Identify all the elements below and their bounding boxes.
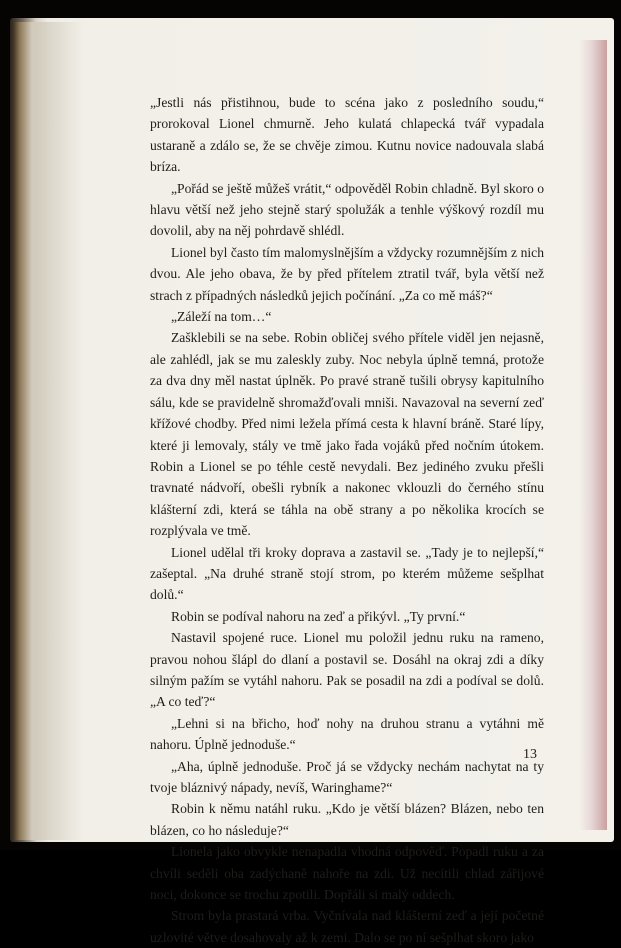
paragraph: Lionela jako obvykle nenapadla vhodná odpověď. Popadl ruku a za chvíli seděli oba zadýchaně nahoře na zdi. Už necítili chlad zářijové noci, dokonce se trochu zpotili. Dopřáli si malý oddech. [150,844,544,903]
body-text [150,92,544,948]
paragraph: Robin k němu natáhl ruku. „Kdo je větší blázen? Blázen, nebo ten blázen, co ho následuje?“ [150,801,544,838]
paragraph: Zašklebili se na sebe. Robin obličej svého přítele viděl jen nejasně, ale zahlédl, jak se mu zaleskly zuby. Noc nebyla úplně temná, protože za dva dny měl nastat úplněk. Po pravé straně tušili obrysy kapitulního sálu, kde se pravidelně shromažďovali mniši. Navazoval na severní zeď křížové chodby. Před nimi ležela přímá cesta k hlavní bráně. Staré lípy, které ji lemovaly, stály ve tmě jako řada vojáků před nočním útokem. Robin a Lionel se po téhle cestě nevydali. Bez jediného zvuku přešli travnaté nádvoří, obešli rybník a nakonec vklouzli do černého stínu klášterní zdi, která se táhla na obě strany a po několika krocích se rozplývala ve tmě. [150,330,544,539]
paragraph: Nastavil spojené ruce. Lionel mu položil jednu ruku na rameno, pravou nohou šlápl do dlaní a postavil se. Dosáhl na okraj zdi a díky silným pažím se vytáhl nahoru. Pak se posadil na zdi a podíval se dolů. „A co teď?“ [150,630,544,710]
paragraph: Robin se podíval nahoru na zeď a přikývl. „Ty první.“ [171,608,466,624]
paragraph: „Záleží na tom…“ [171,309,272,325]
paragraph: „Jestli nás přistihnou, bude to scéna jako z posledního soudu,“ prorokoval Lionel chmurně. Jeho kulatá chlapecká tvář vypadala ustaraně a zdálo se, že se chvěje zimou. Kutnu novice nadouvala slabá bríza. [150,95,544,175]
paragraph: Lionel byl často tím malomyslnějším a vždycky rozumnějším z nich dvou. Ale jeho obava, že by před přítelem ztratil tvář, byla větší než strach z případných následků jejich počínání. „Za co mě máš?“ [150,244,544,303]
paragraph: „Aha, úplně jednoduše. Proč já se vždycky nechám nachytat na ty tvoje bláznivý nápady, nevíš, Waringhame?“ [150,758,544,795]
paragraph: „Pořád se ještě můžeš vrátit,“ odpověděl Robin chladně. Byl skoro o hlavu větší než jeho stejně starý spolužák a tenhle výškový rozdíl mu dovolil, aby na něj pohrdavě shlédl. [150,180,544,239]
book-spine-shadow [14,22,84,840]
page-edge-tint [579,40,607,830]
paragraph: Lionel udělal tři kroky doprava a zastavil se. „Tady je to nejlepší,“ zašeptal. „Na druhé straně stojí strom, po kterém můžeme sešplhat dolů.“ [150,544,544,603]
paragraph: Strom byla prastará vrba. Vyčnívala nad klášterní zeď a její početné uzlovité větve dosahovaly až k zemi. Dalo se po ní sešplhat skoro jako [150,908,544,945]
page-number: 13 [523,747,537,762]
paragraph: „Lehni si na břicho, hoď nohy na druhou stranu a vytáhni mě nahoru. Úplně jednoduše.“ [150,715,544,753]
